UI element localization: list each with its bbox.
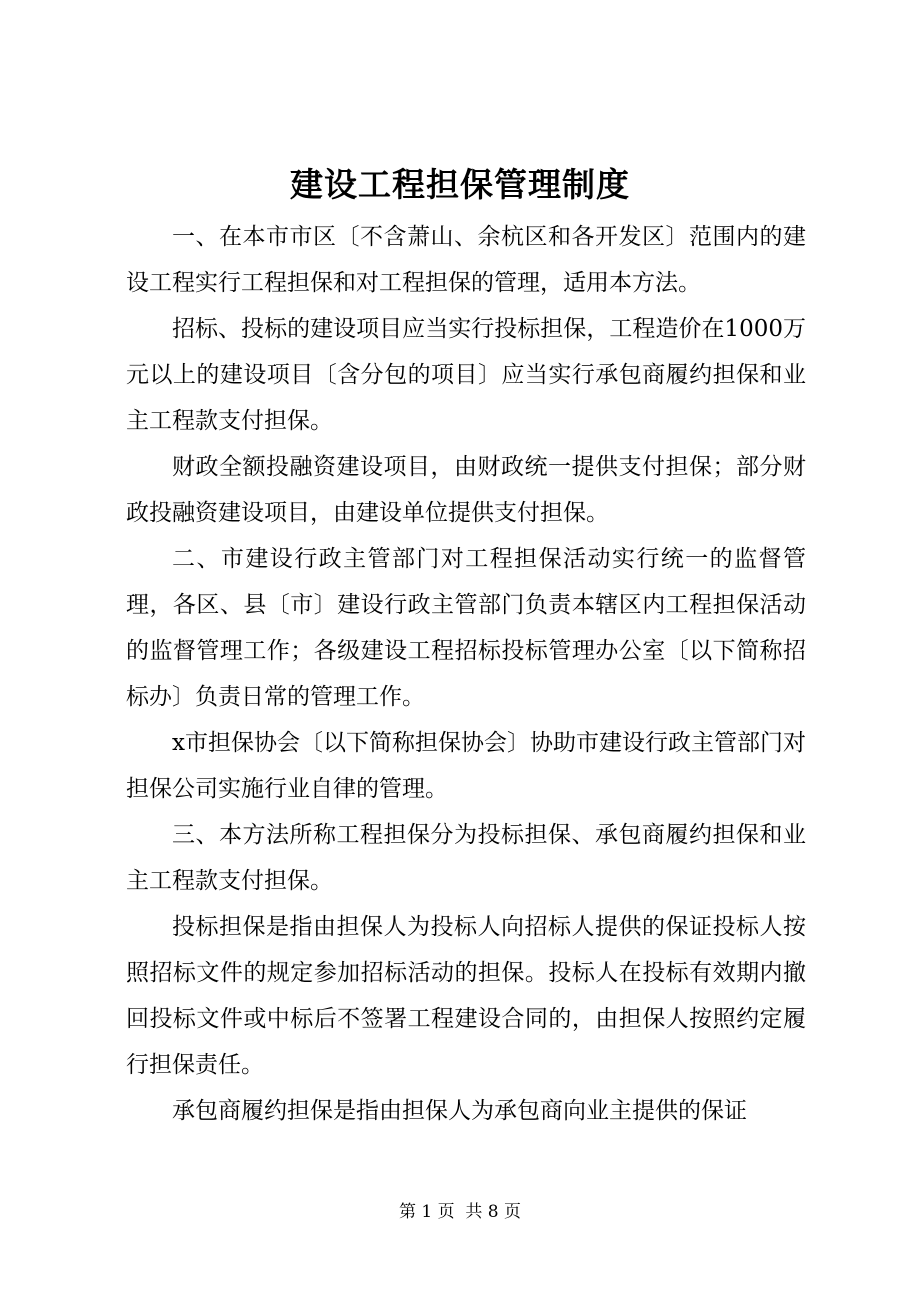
document-body — [126, 214, 806, 1134]
paragraph: 财政全额投融资建设项目，由财政统一提供支付担保；部分财政投融资建设项目，由建设单位提供支付担保。 — [126, 454, 806, 526]
paragraph: 三、本方法所称工程担保分为投标担保、承包商履约担保和业主工程款支付担保。 — [126, 822, 806, 894]
paragraph: x市担保协会〔以下简称担保协会〕协助市建设行政主管部门对担保公司实施行业自律的管理。 — [126, 730, 806, 802]
paragraph: 承包商履约担保是指由担保人为承包商向业主提供的保证 — [172, 1098, 747, 1124]
paragraph: 一、在本市市区〔不含萧山、余杭区和各开发区〕范围内的建设工程实行工程担保和对工程担保的管理，适用本方法。 — [126, 224, 806, 296]
document-title: 建设工程担保管理制度 — [290, 165, 630, 204]
paragraph: 二、市建设行政主管部门对工程担保活动实行统一的监督管理，各区、县〔市〕建设行政主管部门负责本辖区内工程担保活动的监督管理工作；各级建设工程招标投标管理办公室〔以下简称招标办〕负责日常的管理工作。 — [126, 546, 806, 710]
paragraph: 投标担保是指由担保人为投标人向招标人提供的保证投标人按照招标文件的规定参加招标活动的担保。投标人在投标有效期内撤回投标文件或中标后不签署工程建设合同的，由担保人按照约定履行担保责任。 — [126, 914, 806, 1078]
page-footer: 第 1 页 共 8 页 — [398, 1202, 522, 1222]
paragraph: 招标、投标的建设项目应当实行投标担保，工程造价在1000万元以上的建设项目〔含分包的项目〕应当实行承包商履约担保和业主工程款支付担保。 — [126, 316, 806, 434]
